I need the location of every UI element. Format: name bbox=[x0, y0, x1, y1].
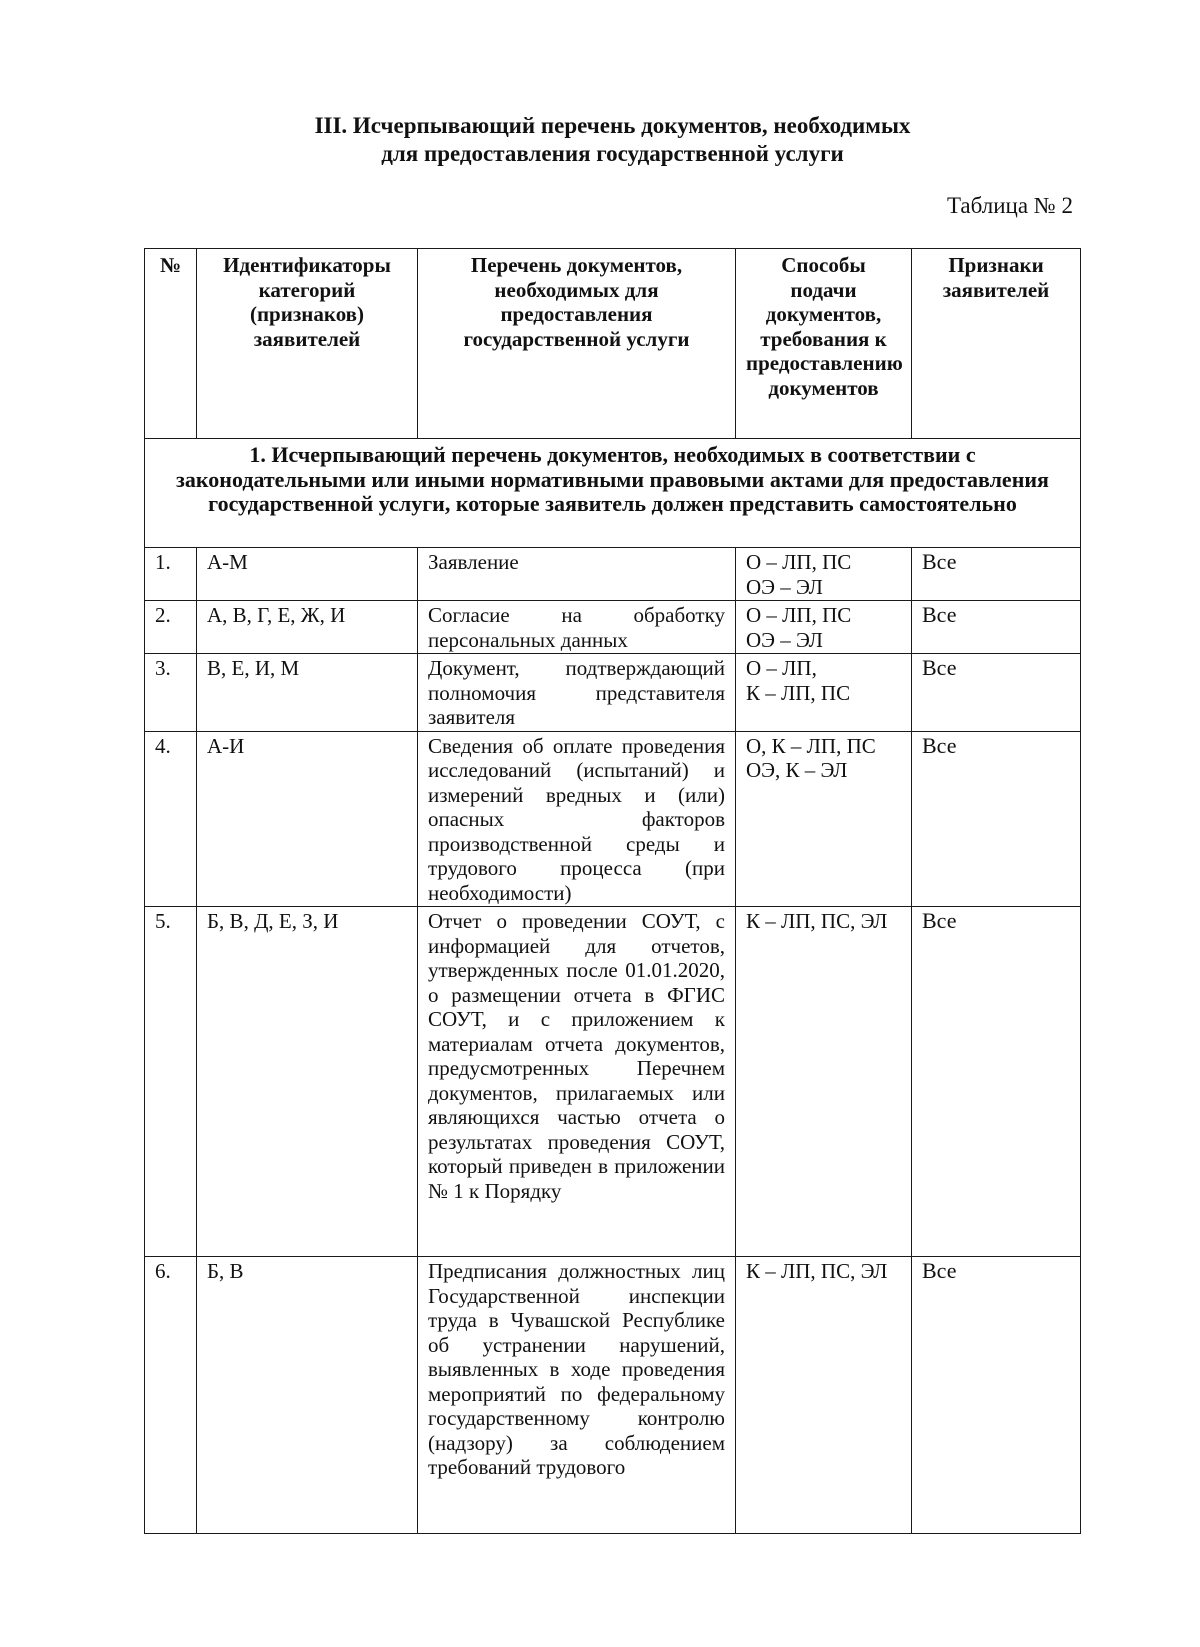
row-signs: Все bbox=[912, 601, 1081, 654]
header-signs: Признаки заявителей bbox=[912, 249, 1081, 439]
row-method-line: О, К – ЛП, ПС bbox=[746, 733, 876, 758]
row-method-line: К – ЛП, ПС bbox=[746, 680, 851, 705]
header-categories: Идентификаторы категорий (признаков) заявителей bbox=[197, 249, 418, 439]
row-number: 5. bbox=[145, 907, 197, 1257]
row-number: 6. bbox=[145, 1257, 197, 1534]
header-methods: Способы подачи документов, требования к предоставлению документов bbox=[736, 249, 912, 439]
table-row bbox=[145, 907, 1081, 1257]
row-number: 4. bbox=[145, 731, 197, 907]
table-row bbox=[145, 654, 1081, 732]
table-row bbox=[145, 601, 1081, 654]
row-document: Заявление bbox=[418, 548, 736, 601]
row-number: 3. bbox=[145, 654, 197, 732]
row-signs: Все bbox=[912, 731, 1081, 907]
row-categories: А-М bbox=[197, 548, 418, 601]
table-row bbox=[145, 1257, 1081, 1534]
row-categories: Б, В, Д, Е, З, И bbox=[197, 907, 418, 1257]
row-methods bbox=[736, 1257, 912, 1534]
row-method-line: К – ЛП, ПС, ЭЛ bbox=[746, 909, 888, 933]
row-method-line: ОЭ – ЭЛ bbox=[746, 574, 823, 599]
section-row bbox=[145, 439, 1081, 548]
row-method-line: О – ЛП, ПС bbox=[746, 603, 852, 627]
row-methods bbox=[736, 654, 912, 732]
row-signs: Все bbox=[912, 907, 1081, 1257]
table-row bbox=[145, 731, 1081, 907]
row-signs: Все bbox=[912, 1257, 1081, 1534]
row-number: 2. bbox=[145, 601, 197, 654]
row-method-line: К – ЛП, ПС, ЭЛ bbox=[746, 1259, 888, 1283]
row-methods bbox=[736, 548, 912, 601]
header-documents: Перечень документов, необходимых для предоставления государственной услуги bbox=[418, 249, 736, 439]
row-method-line: ОЭ – ЭЛ bbox=[746, 627, 823, 652]
row-method-line: О – ЛП, ПС bbox=[746, 550, 852, 574]
section-heading-line-2: для предоставления государственной услуги bbox=[381, 141, 844, 166]
documents-table bbox=[144, 248, 1081, 1534]
row-document: Отчет о проведении СОУТ, с информацией для отчетов, утвержденных после 01.01.2020, о размещении отчета в ФГИС СОУТ, и с приложением к материалам отчета документов, предусмотренных Перечнем документов, прилагаемых или являющихся частью отчета о результатах проведения СОУТ, который приведен в приложении № 1 к Порядку bbox=[418, 907, 736, 1257]
row-method-line: ОЭ, К – ЭЛ bbox=[746, 758, 848, 782]
section-heading-line-1: III. Исчерпывающий перечень документов, необходимых bbox=[314, 113, 911, 138]
section-heading bbox=[0, 112, 1200, 168]
section-title: 1. Исчерпывающий перечень документов, необходимых в соответствии с законодательными или иными нормативными правовыми актами для предоставления государственной услуги, которые заявитель должен представить самостоятельно bbox=[145, 439, 1081, 548]
header-number: № bbox=[145, 249, 197, 439]
row-number: 1. bbox=[145, 548, 197, 601]
row-methods bbox=[736, 601, 912, 654]
row-methods bbox=[736, 907, 912, 1257]
row-categories: В, Е, И, М bbox=[197, 654, 418, 732]
row-categories: А-И bbox=[197, 731, 418, 907]
row-signs: Все bbox=[912, 548, 1081, 601]
table-row bbox=[145, 548, 1081, 601]
table-label: Таблица № 2 bbox=[946, 193, 1073, 218]
table-header-row bbox=[145, 249, 1081, 439]
row-document: Документ, подтверждающий полномочия представителя заявителя bbox=[418, 654, 736, 732]
row-methods bbox=[736, 731, 912, 907]
row-signs: Все bbox=[912, 654, 1081, 732]
row-categories: Б, В bbox=[197, 1257, 418, 1534]
row-document: Сведения об оплате проведения исследований (испытаний) и измерений вредных и (или) опасных факторов производственной среды и трудового процесса (при необходимости) bbox=[418, 731, 736, 907]
row-document: Согласие на обработку персональных данных bbox=[418, 601, 736, 654]
row-document: Предписания должностных лиц Государственной инспекции труда в Чувашской Республике об устранении нарушений, выявленных в ходе проведения мероприятий по федеральному государственному контролю (надзору) за соблюдением требований трудового bbox=[418, 1257, 736, 1534]
row-method-line: О – ЛП, bbox=[746, 656, 817, 680]
row-categories: А, В, Г, Е, Ж, И bbox=[197, 601, 418, 654]
